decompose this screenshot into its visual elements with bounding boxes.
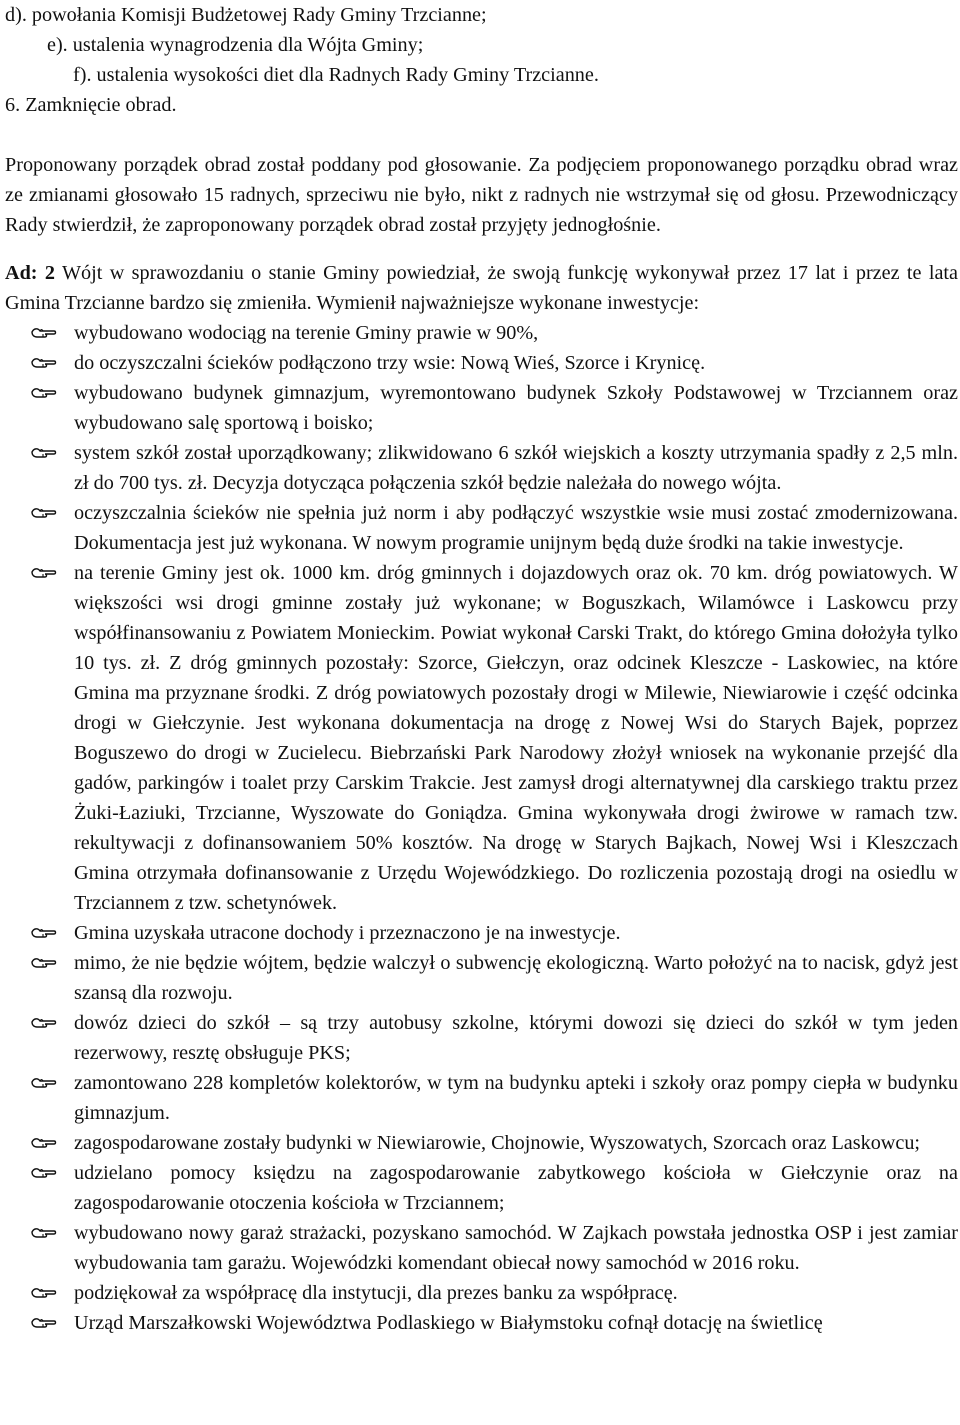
list-item xyxy=(5,918,958,948)
list-item xyxy=(5,1218,958,1278)
list-item xyxy=(5,948,958,1008)
list-item xyxy=(5,1158,958,1218)
list-item-text: wybudowano wodociąg na terenie Gminy prawie w 90%, xyxy=(74,322,539,344)
list-item xyxy=(5,378,958,438)
list-item-text: udzielano pomocy księdzu na zagospodarowanie zabytkowego kościoła w Giełczynie oraz na zagospodarowanie otoczenia kościoła w Trzciannem; xyxy=(74,1162,958,1214)
investment-list xyxy=(5,318,958,1338)
ad2-intro: Wójt w sprawozdaniu o stanie Gminy powiedział, że swoją funkcję wykonywał przez 17 lat i przez te lata Gmina Trzcianne bardzo się zmieniła. Wymienił najważniejsze wykonane inwestycje: xyxy=(5,262,959,314)
list-item xyxy=(5,1008,958,1068)
list-item-text: oczyszczalnia ścieków nie spełnia już norm i aby podłączyć wszystkie wsie musi zostać zmodernizowana. Dokumentacja jest już wykonana. W nowym programie unijnym będą duże środki na takie inwestycje. xyxy=(74,502,958,554)
pointing-hand-icon xyxy=(31,1286,57,1300)
list-item-text: wybudowano budynek gimnazjum, wyremontowano budynek Szkoły Podstawowej w Trzciannem oraz wybudowano salę sportową i boisko; xyxy=(74,382,958,434)
pointing-hand-icon xyxy=(31,356,57,370)
pointing-hand-icon xyxy=(31,926,57,940)
list-item-text: na terenie Gminy jest ok. 1000 km. dróg gminnych i dojazdowych oraz ok. 70 km. dróg powiatowych. W większości wsi drogi gminne zostały już wykonane; w Boguszkach, Wilamówce i Laskowcu przy współfinansowaniu z Powiatem Monieckim. Powiat wykonał Carski Trakt, do którego Gmina dołożyła tylko 10 tys. zł. Z dróg gminnych pozostały: Szorce, Giełczyn, oraz odcinek Kleszcze - Laskowiec, na które Gmina ma przyznane środki. Z dróg powiatowych pozostały drogi w Milewie, Niewiarowie i część odcinka drogi w Giełczynie. Jest wykonana dokumentacja na drogę z Nowej Wsi do Starych Bajek, poprzez Boguszewo do drogi w Zucielecu. Biebrzański Park Narodowy złożył wniosek na wykonanie przejść dla gadów, parkingów i toalet przy Carskim Trakcie. Jest zamysł drogi alternatywnej dla carskiego traktu przez Żuki-Łaziuki, Trzcianne, Wyszowate do Goniądza. Gmina wykonywała drogi żwirowe w ramach tzw. rekultywacji z dofinansowaniem 50% kosztów. Na drogę w Starych Bajkach, Nowej Wsi i Kleszczach Gmina otrzymała dofinansowanie z Urzędu Wojewódzkiego. Do rozliczenia pozostają drogi na osiedlu w Trzciannem z tzw. schetynówek. xyxy=(74,562,958,914)
list-item-text: dowóz dzieci do szkół – są trzy autobusy szkolne, którymi dowozi się dzieci do szkół w tym jeden rezerwowy, resztę obsługuje PKS; xyxy=(74,1012,958,1064)
list-item-text: system szkół został uporządkowany; zlikwidowano 6 szkół wiejskich a koszty utrzymania spadły z 2,5 mln. zł do 700 tys. zł. Decyzja dotycząca połączenia szkół będzie należała do nowego wójta. xyxy=(74,442,958,494)
agenda-item-d: d). powołania Komisji Budżetowej Rady Gminy Trzcianne; xyxy=(5,4,487,26)
list-item xyxy=(5,498,958,558)
list-item-text: Urząd Marszałkowski Województwa Podlaskiego w Białymstoku cofnął dotację na świetlicę xyxy=(74,1312,823,1334)
list-item xyxy=(5,1128,958,1158)
list-item xyxy=(5,1278,958,1308)
pointing-hand-icon xyxy=(31,1136,57,1150)
list-item-text: zamontowano 228 kompletów kolektorów, w tym na budynku apteki i szkoły oraz pompy ciepła w budynku gimnazjum. xyxy=(74,1072,958,1124)
list-item-text: do oczyszczalni ścieków podłączono trzy wsie: Nową Wieś, Szorce i Krynicę. xyxy=(74,352,706,374)
list-item xyxy=(5,1068,958,1128)
pointing-hand-icon xyxy=(31,1166,57,1180)
list-item-text: zagospodarowane zostały budynki w Niewiarowie, Chojnowie, Wyszowatych, Szorcach oraz Laskowcu; xyxy=(74,1132,921,1154)
ad2-paragraph xyxy=(5,258,958,318)
pointing-hand-icon xyxy=(31,326,57,340)
pointing-hand-icon xyxy=(31,506,57,520)
pointing-hand-icon xyxy=(31,386,57,400)
vote-paragraph: Proponowany porządek obrad został poddany pod głosowanie. Za podjęciem proponowanego porządku obrad wraz ze zmianami głosowało 15 radnych, sprzeciwu nie było, nikt z radnych nie wstrzymał się od głosu. Przewodniczący Rady stwierdził, że zaproponowany porządek obrad został przyjęty jednogłośnie. xyxy=(5,154,958,236)
list-item xyxy=(5,558,958,918)
pointing-hand-icon xyxy=(31,1076,57,1090)
list-item-text: Gmina uzyskała utracone dochody i przeznaczono je na inwestycje. xyxy=(74,922,621,944)
ad2-label: Ad: 2 xyxy=(5,262,55,284)
pointing-hand-icon xyxy=(31,1016,57,1030)
list-item xyxy=(5,1308,958,1338)
agenda-item-6: 6. Zamknięcie obrad. xyxy=(5,94,177,116)
list-item-text: wybudowano nowy garaż strażacki, pozyskano samochód. W Zajkach powstała jednostka OSP i jest zamiar wybudowania tam garażu. Wojewódzki komendant obiecał nowy samochód w 2016 roku. xyxy=(74,1222,958,1274)
list-item xyxy=(5,348,958,378)
agenda-item-f: f). ustalenia wysokości diet dla Radnych Rady Gminy Trzcianne. xyxy=(73,64,599,86)
pointing-hand-icon xyxy=(31,1226,57,1240)
pointing-hand-icon xyxy=(31,566,57,580)
pointing-hand-icon xyxy=(31,956,57,970)
list-item xyxy=(5,318,958,348)
list-item-text: mimo, że nie będzie wójtem, będzie walczył o subwencję ekologiczną. Warto położyć na to nacisk, gdyż jest szansą dla rozwoju. xyxy=(74,952,958,1004)
pointing-hand-icon xyxy=(31,446,57,460)
pointing-hand-icon xyxy=(31,1316,57,1330)
list-item xyxy=(5,438,958,498)
list-item-text: podziękował za współpracę dla instytucji, dla prezes banku za współpracę. xyxy=(74,1282,678,1304)
agenda-item-e: e). ustalenia wynagrodzenia dla Wójta Gminy; xyxy=(47,34,424,56)
